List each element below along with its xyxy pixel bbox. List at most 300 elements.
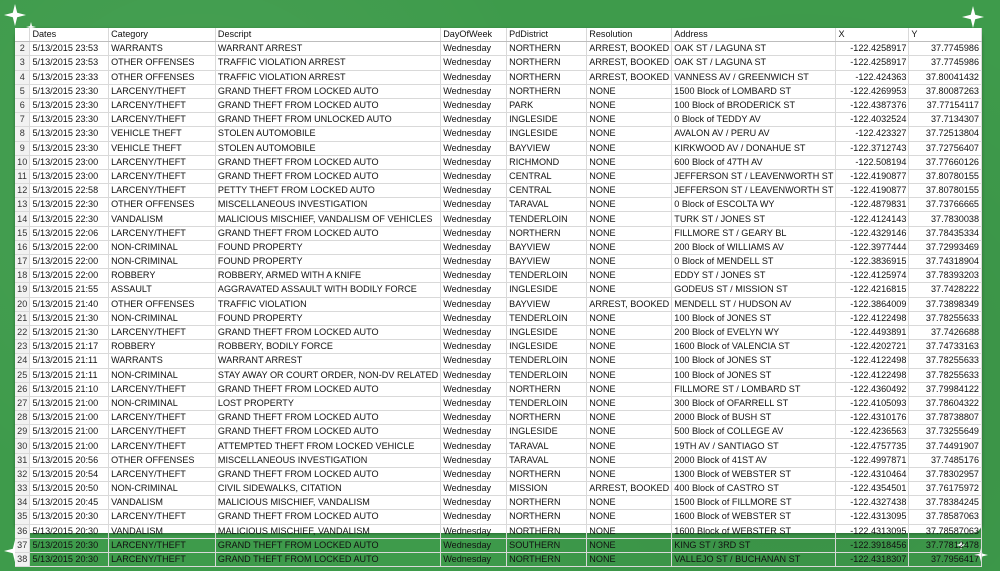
cell-dates[interactable]: 5/13/2015 23:53 xyxy=(30,56,109,70)
cell-descript[interactable]: STOLEN AUTOMOBILE xyxy=(215,141,440,155)
row-number[interactable]: 38 xyxy=(15,552,30,566)
cell-dayofweek[interactable]: Wednesday xyxy=(441,212,507,226)
row-number[interactable]: 9 xyxy=(15,141,30,155)
cell-y[interactable]: 37.7745986 xyxy=(909,42,982,56)
row-number[interactable]: 29 xyxy=(15,425,30,439)
cell-descript[interactable]: GRAND THEFT FROM LOCKED AUTO xyxy=(215,169,440,183)
cell-resolution[interactable]: NONE xyxy=(587,226,672,240)
cell-pddistrict[interactable]: NORTHERN xyxy=(507,411,587,425)
cell-dates[interactable]: 5/13/2015 20:45 xyxy=(30,496,109,510)
cell-x[interactable]: -122.4190877 xyxy=(836,184,909,198)
cell-y[interactable]: 37.78255633 xyxy=(909,354,982,368)
cell-resolution[interactable]: NONE xyxy=(587,325,672,339)
cell-x[interactable]: -122.4216815 xyxy=(836,283,909,297)
cell-dayofweek[interactable]: Wednesday xyxy=(441,70,507,84)
cell-resolution[interactable]: NONE xyxy=(587,141,672,155)
cell-dayofweek[interactable]: Wednesday xyxy=(441,226,507,240)
cell-resolution[interactable]: NONE xyxy=(587,396,672,410)
cell-x[interactable]: -122.4310464 xyxy=(836,467,909,481)
cell-x[interactable]: -122.4269953 xyxy=(836,84,909,98)
cell-category[interactable]: NON-CRIMINAL xyxy=(109,396,216,410)
cell-x[interactable]: -122.4190877 xyxy=(836,169,909,183)
row-number[interactable]: 27 xyxy=(15,396,30,410)
cell-address[interactable]: 0 Block of TEDDY AV xyxy=(672,113,836,127)
cell-y[interactable]: 37.73255649 xyxy=(909,425,982,439)
cell-y[interactable]: 37.78393203 xyxy=(909,269,982,283)
cell-resolution[interactable]: ARREST, BOOKED xyxy=(587,70,672,84)
cell-resolution[interactable]: NONE xyxy=(587,169,672,183)
cell-address[interactable]: TURK ST / JONES ST xyxy=(672,212,836,226)
cell-x[interactable]: -122.4258917 xyxy=(836,56,909,70)
cell-address[interactable]: 2000 Block of 41ST AV xyxy=(672,453,836,467)
cell-y[interactable]: 37.7830038 xyxy=(909,212,982,226)
cell-dayofweek[interactable]: Wednesday xyxy=(441,113,507,127)
cell-dayofweek[interactable]: Wednesday xyxy=(441,42,507,56)
cell-resolution[interactable]: NONE xyxy=(587,98,672,112)
cell-y[interactable]: 37.78738807 xyxy=(909,411,982,425)
cell-dayofweek[interactable]: Wednesday xyxy=(441,240,507,254)
cell-x[interactable]: -122.4122498 xyxy=(836,311,909,325)
cell-x[interactable]: -122.3977444 xyxy=(836,240,909,254)
cell-y[interactable]: 37.79984122 xyxy=(909,382,982,396)
cell-descript[interactable]: MISCELLANEOUS INVESTIGATION xyxy=(215,453,440,467)
cell-descript[interactable]: AGGRAVATED ASSAULT WITH BODILY FORCE xyxy=(215,283,440,297)
cell-x[interactable]: -122.3836915 xyxy=(836,255,909,269)
cell-y[interactable]: 37.78587063 xyxy=(909,524,982,538)
cell-dayofweek[interactable]: Wednesday xyxy=(441,127,507,141)
cell-category[interactable]: NON-CRIMINAL xyxy=(109,311,216,325)
cell-dayofweek[interactable]: Wednesday xyxy=(441,169,507,183)
row-number[interactable]: 11 xyxy=(15,169,30,183)
cell-pddistrict[interactable]: NORTHERN xyxy=(507,70,587,84)
row-number[interactable]: 17 xyxy=(15,255,30,269)
cell-pddistrict[interactable]: BAYVIEW xyxy=(507,240,587,254)
cell-dates[interactable]: 5/13/2015 22:06 xyxy=(30,226,109,240)
row-number[interactable]: 16 xyxy=(15,240,30,254)
cell-pddistrict[interactable]: RICHMOND xyxy=(507,155,587,169)
cell-dates[interactable]: 5/13/2015 23:30 xyxy=(30,141,109,155)
cell-resolution[interactable]: NONE xyxy=(587,127,672,141)
cell-category[interactable]: LARCENY/THEFT xyxy=(109,226,216,240)
cell-resolution[interactable]: NONE xyxy=(587,113,672,127)
cell-x[interactable]: -122.423327 xyxy=(836,127,909,141)
cell-address[interactable]: 100 Block of JONES ST xyxy=(672,311,836,325)
cell-resolution[interactable]: NONE xyxy=(587,467,672,481)
cell-x[interactable]: -122.4757735 xyxy=(836,439,909,453)
cell-resolution[interactable]: NONE xyxy=(587,283,672,297)
cell-address[interactable]: FILLMORE ST / LOMBARD ST xyxy=(672,382,836,396)
row-number[interactable]: 36 xyxy=(15,524,30,538)
cell-address[interactable]: 0 Block of ESCOLTA WY xyxy=(672,198,836,212)
cell-dayofweek[interactable]: Wednesday xyxy=(441,354,507,368)
cell-y[interactable]: 37.7134307 xyxy=(909,113,982,127)
cell-address[interactable]: KING ST / 3RD ST xyxy=(672,538,836,552)
cell-descript[interactable]: CIVIL SIDEWALKS, CITATION xyxy=(215,482,440,496)
cell-address[interactable]: MENDELL ST / HUDSON AV xyxy=(672,297,836,311)
cell-x[interactable]: -122.508194 xyxy=(836,155,909,169)
cell-dates[interactable]: 5/13/2015 22:00 xyxy=(30,255,109,269)
cell-x[interactable]: -122.3864009 xyxy=(836,297,909,311)
cell-pddistrict[interactable]: NORTHERN xyxy=(507,524,587,538)
cell-descript[interactable]: GRAND THEFT FROM LOCKED AUTO xyxy=(215,155,440,169)
cell-pddistrict[interactable]: INGLESIDE xyxy=(507,283,587,297)
cell-category[interactable]: ROBBERY xyxy=(109,340,216,354)
cell-dayofweek[interactable]: Wednesday xyxy=(441,269,507,283)
cell-y[interactable]: 37.80780155 xyxy=(909,184,982,198)
cell-dayofweek[interactable]: Wednesday xyxy=(441,524,507,538)
cell-category[interactable]: OTHER OFFENSES xyxy=(109,297,216,311)
cell-pddistrict[interactable]: NORTHERN xyxy=(507,552,587,566)
cell-pddistrict[interactable]: BAYVIEW xyxy=(507,255,587,269)
cell-category[interactable]: LARCENY/THEFT xyxy=(109,113,216,127)
cell-pddistrict[interactable]: PARK xyxy=(507,98,587,112)
cell-category[interactable]: ROBBERY xyxy=(109,269,216,283)
cell-category[interactable]: OTHER OFFENSES xyxy=(109,56,216,70)
cell-descript[interactable]: GRAND THEFT FROM LOCKED AUTO xyxy=(215,226,440,240)
cell-y[interactable]: 37.7426688 xyxy=(909,325,982,339)
cell-dates[interactable]: 5/13/2015 21:30 xyxy=(30,311,109,325)
column-header-resolution[interactable]: Resolution xyxy=(587,28,672,42)
cell-category[interactable]: OTHER OFFENSES xyxy=(109,70,216,84)
cell-category[interactable]: VANDALISM xyxy=(109,524,216,538)
cell-descript[interactable]: PETTY THEFT FROM LOCKED AUTO xyxy=(215,184,440,198)
cell-y[interactable]: 37.74733163 xyxy=(909,340,982,354)
cell-category[interactable]: LARCENY/THEFT xyxy=(109,510,216,524)
cell-x[interactable]: -122.4105093 xyxy=(836,396,909,410)
cell-y[interactable]: 37.80087263 xyxy=(909,84,982,98)
cell-descript[interactable]: GRAND THEFT FROM LOCKED AUTO xyxy=(215,325,440,339)
cell-category[interactable]: OTHER OFFENSES xyxy=(109,453,216,467)
cell-y[interactable]: 37.74491907 xyxy=(909,439,982,453)
cell-x[interactable]: -122.4318307 xyxy=(836,552,909,566)
cell-category[interactable]: LARCENY/THEFT xyxy=(109,184,216,198)
cell-resolution[interactable]: NONE xyxy=(587,453,672,467)
cell-category[interactable]: LARCENY/THEFT xyxy=(109,382,216,396)
row-number-header[interactable] xyxy=(15,28,30,42)
cell-descript[interactable]: ATTEMPTED THEFT FROM LOCKED VEHICLE xyxy=(215,439,440,453)
cell-address[interactable]: 200 Block of WILLIAMS AV xyxy=(672,240,836,254)
cell-descript[interactable]: ROBBERY, ARMED WITH A KNIFE xyxy=(215,269,440,283)
cell-y[interactable]: 37.73898349 xyxy=(909,297,982,311)
cell-y[interactable]: 37.74318904 xyxy=(909,255,982,269)
cell-y[interactable]: 37.78302957 xyxy=(909,467,982,481)
cell-category[interactable]: VEHICLE THEFT xyxy=(109,127,216,141)
cell-dates[interactable]: 5/13/2015 22:00 xyxy=(30,240,109,254)
cell-resolution[interactable]: NONE xyxy=(587,340,672,354)
cell-descript[interactable]: STAY AWAY OR COURT ORDER, NON-DV RELATED xyxy=(215,368,440,382)
column-header-dayofweek[interactable]: DayOfWeek xyxy=(441,28,507,42)
cell-x[interactable]: -122.4124143 xyxy=(836,212,909,226)
cell-address[interactable]: 1500 Block of LOMBARD ST xyxy=(672,84,836,98)
cell-x[interactable]: -122.4493891 xyxy=(836,325,909,339)
cell-dayofweek[interactable]: Wednesday xyxy=(441,538,507,552)
cell-resolution[interactable]: NONE xyxy=(587,425,672,439)
cell-descript[interactable]: WARRANT ARREST xyxy=(215,42,440,56)
cell-descript[interactable]: TRAFFIC VIOLATION ARREST xyxy=(215,70,440,84)
cell-dates[interactable]: 5/13/2015 23:30 xyxy=(30,127,109,141)
row-number[interactable]: 26 xyxy=(15,382,30,396)
cell-dayofweek[interactable]: Wednesday xyxy=(441,368,507,382)
cell-y[interactable]: 37.80780155 xyxy=(909,169,982,183)
cell-resolution[interactable]: NONE xyxy=(587,255,672,269)
row-number[interactable]: 13 xyxy=(15,198,30,212)
cell-descript[interactable]: MISCELLANEOUS INVESTIGATION xyxy=(215,198,440,212)
cell-address[interactable]: AVALON AV / PERU AV xyxy=(672,127,836,141)
cell-y[interactable]: 37.73766665 xyxy=(909,198,982,212)
cell-resolution[interactable]: NONE xyxy=(587,510,672,524)
cell-pddistrict[interactable]: CENTRAL xyxy=(507,184,587,198)
cell-x[interactable]: -122.4122498 xyxy=(836,368,909,382)
row-number[interactable]: 23 xyxy=(15,340,30,354)
cell-category[interactable]: NON-CRIMINAL xyxy=(109,368,216,382)
cell-dates[interactable]: 5/13/2015 21:00 xyxy=(30,411,109,425)
cell-dayofweek[interactable]: Wednesday xyxy=(441,482,507,496)
cell-y[interactable]: 37.76175972 xyxy=(909,482,982,496)
cell-dates[interactable]: 5/13/2015 21:11 xyxy=(30,368,109,382)
cell-address[interactable]: 1500 Block of FILLMORE ST xyxy=(672,496,836,510)
cell-address[interactable]: VALLEJO ST / BUCHANAN ST xyxy=(672,552,836,566)
cell-dates[interactable]: 5/13/2015 20:50 xyxy=(30,482,109,496)
row-number[interactable]: 32 xyxy=(15,467,30,481)
cell-dates[interactable]: 5/13/2015 21:10 xyxy=(30,382,109,396)
cell-category[interactable]: LARCENY/THEFT xyxy=(109,467,216,481)
row-number[interactable]: 24 xyxy=(15,354,30,368)
cell-descript[interactable]: WARRANT ARREST xyxy=(215,354,440,368)
cell-x[interactable]: -122.4879831 xyxy=(836,198,909,212)
cell-category[interactable]: WARRANTS xyxy=(109,42,216,56)
cell-address[interactable]: 2000 Block of BUSH ST xyxy=(672,411,836,425)
cell-pddistrict[interactable]: BAYVIEW xyxy=(507,141,587,155)
cell-resolution[interactable]: ARREST, BOOKED xyxy=(587,56,672,70)
cell-category[interactable]: LARCENY/THEFT xyxy=(109,411,216,425)
cell-pddistrict[interactable]: NORTHERN xyxy=(507,467,587,481)
cell-y[interactable]: 37.78384245 xyxy=(909,496,982,510)
cell-category[interactable]: NON-CRIMINAL xyxy=(109,482,216,496)
row-number[interactable]: 37 xyxy=(15,538,30,552)
cell-pddistrict[interactable]: CENTRAL xyxy=(507,169,587,183)
cell-address[interactable]: 100 Block of JONES ST xyxy=(672,354,836,368)
cell-descript[interactable]: GRAND THEFT FROM LOCKED AUTO xyxy=(215,467,440,481)
cell-dayofweek[interactable]: Wednesday xyxy=(441,98,507,112)
cell-y[interactable]: 37.80041432 xyxy=(909,70,982,84)
cell-pddistrict[interactable]: INGLESIDE xyxy=(507,425,587,439)
cell-dayofweek[interactable]: Wednesday xyxy=(441,453,507,467)
cell-descript[interactable]: GRAND THEFT FROM LOCKED AUTO xyxy=(215,411,440,425)
cell-dates[interactable]: 5/13/2015 20:30 xyxy=(30,552,109,566)
cell-pddistrict[interactable]: NORTHERN xyxy=(507,84,587,98)
column-header-pddistrict[interactable]: PdDistrict xyxy=(507,28,587,42)
cell-dates[interactable]: 5/13/2015 20:30 xyxy=(30,524,109,538)
row-number[interactable]: 6 xyxy=(15,98,30,112)
cell-x[interactable]: -122.424363 xyxy=(836,70,909,84)
cell-resolution[interactable]: NONE xyxy=(587,184,672,198)
cell-y[interactable]: 37.72993469 xyxy=(909,240,982,254)
cell-y[interactable]: 37.78255633 xyxy=(909,311,982,325)
cell-address[interactable]: OAK ST / LAGUNA ST xyxy=(672,42,836,56)
cell-descript[interactable]: MALICIOUS MISCHIEF, VANDALISM xyxy=(215,524,440,538)
cell-x[interactable]: -122.4202721 xyxy=(836,340,909,354)
cell-dates[interactable]: 5/13/2015 21:00 xyxy=(30,439,109,453)
cell-descript[interactable]: MALICIOUS MISCHIEF, VANDALISM OF VEHICLES xyxy=(215,212,440,226)
cell-category[interactable]: LARCENY/THEFT xyxy=(109,425,216,439)
cell-y[interactable]: 37.72513804 xyxy=(909,127,982,141)
cell-pddistrict[interactable]: SOUTHERN xyxy=(507,538,587,552)
cell-y[interactable]: 37.7485176 xyxy=(909,453,982,467)
cell-dates[interactable]: 5/13/2015 21:40 xyxy=(30,297,109,311)
cell-pddistrict[interactable]: NORTHERN xyxy=(507,42,587,56)
row-number[interactable]: 18 xyxy=(15,269,30,283)
cell-y[interactable]: 37.77812478 xyxy=(909,538,982,552)
cell-dates[interactable]: 5/13/2015 23:30 xyxy=(30,98,109,112)
row-number[interactable]: 28 xyxy=(15,411,30,425)
cell-category[interactable]: LARCENY/THEFT xyxy=(109,325,216,339)
cell-dayofweek[interactable]: Wednesday xyxy=(441,510,507,524)
cell-resolution[interactable]: NONE xyxy=(587,538,672,552)
cell-x[interactable]: -122.3918456 xyxy=(836,538,909,552)
cell-dayofweek[interactable]: Wednesday xyxy=(441,382,507,396)
row-number[interactable]: 14 xyxy=(15,212,30,226)
row-number[interactable]: 22 xyxy=(15,325,30,339)
cell-x[interactable]: -122.4236563 xyxy=(836,425,909,439)
row-number[interactable]: 12 xyxy=(15,184,30,198)
cell-dayofweek[interactable]: Wednesday xyxy=(441,155,507,169)
cell-dates[interactable]: 5/13/2015 20:30 xyxy=(30,538,109,552)
cell-address[interactable]: 200 Block of EVELYN WY xyxy=(672,325,836,339)
cell-address[interactable]: 400 Block of CASTRO ST xyxy=(672,482,836,496)
cell-pddistrict[interactable]: NORTHERN xyxy=(507,226,587,240)
cell-descript[interactable]: GRAND THEFT FROM LOCKED AUTO xyxy=(215,84,440,98)
cell-dates[interactable]: 5/13/2015 23:53 xyxy=(30,42,109,56)
cell-resolution[interactable]: NONE xyxy=(587,240,672,254)
cell-x[interactable]: -122.4313095 xyxy=(836,510,909,524)
cell-descript[interactable]: FOUND PROPERTY xyxy=(215,311,440,325)
cell-descript[interactable]: TRAFFIC VIOLATION xyxy=(215,297,440,311)
row-number[interactable]: 31 xyxy=(15,453,30,467)
cell-resolution[interactable]: NONE xyxy=(587,411,672,425)
cell-descript[interactable]: GRAND THEFT FROM LOCKED AUTO xyxy=(215,552,440,566)
cell-pddistrict[interactable]: TENDERLOIN xyxy=(507,368,587,382)
cell-pddistrict[interactable]: TENDERLOIN xyxy=(507,269,587,283)
cell-resolution[interactable]: ARREST, BOOKED xyxy=(587,482,672,496)
cell-pddistrict[interactable]: TENDERLOIN xyxy=(507,212,587,226)
cell-dayofweek[interactable]: Wednesday xyxy=(441,552,507,566)
cell-address[interactable]: JEFFERSON ST / LEAVENWORTH ST xyxy=(672,169,836,183)
cell-descript[interactable]: FOUND PROPERTY xyxy=(215,240,440,254)
column-header-address[interactable]: Address xyxy=(672,28,836,42)
cell-category[interactable]: LARCENY/THEFT xyxy=(109,169,216,183)
cell-dates[interactable]: 5/13/2015 23:30 xyxy=(30,113,109,127)
cell-pddistrict[interactable]: INGLESIDE xyxy=(507,113,587,127)
cell-pddistrict[interactable]: INGLESIDE xyxy=(507,340,587,354)
cell-x[interactable]: -122.4327438 xyxy=(836,496,909,510)
row-number[interactable]: 19 xyxy=(15,283,30,297)
cell-address[interactable]: GODEUS ST / MISSION ST xyxy=(672,283,836,297)
row-number[interactable]: 4 xyxy=(15,70,30,84)
cell-category[interactable]: WARRANTS xyxy=(109,354,216,368)
cell-dates[interactable]: 5/13/2015 21:30 xyxy=(30,325,109,339)
column-header-x[interactable]: X xyxy=(836,28,909,42)
cell-dates[interactable]: 5/13/2015 22:30 xyxy=(30,198,109,212)
cell-x[interactable]: -122.4329146 xyxy=(836,226,909,240)
cell-pddistrict[interactable]: TARAVAL xyxy=(507,439,587,453)
cell-address[interactable]: VANNESS AV / GREENWICH ST xyxy=(672,70,836,84)
cell-address[interactable]: JEFFERSON ST / LEAVENWORTH ST xyxy=(672,184,836,198)
cell-descript[interactable]: GRAND THEFT FROM UNLOCKED AUTO xyxy=(215,113,440,127)
cell-resolution[interactable]: NONE xyxy=(587,439,672,453)
cell-category[interactable]: LARCENY/THEFT xyxy=(109,538,216,552)
cell-pddistrict[interactable]: TENDERLOIN xyxy=(507,354,587,368)
column-header-dates[interactable]: Dates xyxy=(30,28,109,42)
row-number[interactable]: 15 xyxy=(15,226,30,240)
cell-dayofweek[interactable]: Wednesday xyxy=(441,56,507,70)
row-number[interactable]: 10 xyxy=(15,155,30,169)
cell-dayofweek[interactable]: Wednesday xyxy=(441,141,507,155)
cell-category[interactable]: NON-CRIMINAL xyxy=(109,255,216,269)
cell-dates[interactable]: 5/13/2015 21:00 xyxy=(30,396,109,410)
cell-descript[interactable]: ROBBERY, BODILY FORCE xyxy=(215,340,440,354)
cell-dates[interactable]: 5/13/2015 22:58 xyxy=(30,184,109,198)
cell-y[interactable]: 37.78435334 xyxy=(909,226,982,240)
cell-x[interactable]: -122.4313095 xyxy=(836,524,909,538)
cell-resolution[interactable]: NONE xyxy=(587,354,672,368)
cell-y[interactable]: 37.72756407 xyxy=(909,141,982,155)
cell-descript[interactable]: GRAND THEFT FROM LOCKED AUTO xyxy=(215,538,440,552)
cell-x[interactable]: -122.4354501 xyxy=(836,482,909,496)
cell-dayofweek[interactable]: Wednesday xyxy=(441,425,507,439)
cell-dates[interactable]: 5/13/2015 20:54 xyxy=(30,467,109,481)
cell-pddistrict[interactable]: NORTHERN xyxy=(507,496,587,510)
cell-descript[interactable]: GRAND THEFT FROM LOCKED AUTO xyxy=(215,382,440,396)
cell-x[interactable]: -122.4125974 xyxy=(836,269,909,283)
cell-y[interactable]: 37.77660126 xyxy=(909,155,982,169)
cell-dates[interactable]: 5/13/2015 20:56 xyxy=(30,453,109,467)
cell-dayofweek[interactable]: Wednesday xyxy=(441,255,507,269)
cell-dayofweek[interactable]: Wednesday xyxy=(441,340,507,354)
cell-descript[interactable]: STOLEN AUTOMOBILE xyxy=(215,127,440,141)
cell-category[interactable]: LARCENY/THEFT xyxy=(109,98,216,112)
cell-y[interactable]: 37.7428222 xyxy=(909,283,982,297)
cell-dayofweek[interactable]: Wednesday xyxy=(441,184,507,198)
cell-category[interactable]: ASSAULT xyxy=(109,283,216,297)
cell-address[interactable]: 600 Block of 47TH AV xyxy=(672,155,836,169)
cell-dayofweek[interactable]: Wednesday xyxy=(441,283,507,297)
cell-resolution[interactable]: NONE xyxy=(587,496,672,510)
row-number[interactable]: 25 xyxy=(15,368,30,382)
cell-resolution[interactable]: ARREST, BOOKED xyxy=(587,42,672,56)
cell-dates[interactable]: 5/13/2015 23:33 xyxy=(30,70,109,84)
cell-resolution[interactable]: NONE xyxy=(587,84,672,98)
cell-category[interactable]: OTHER OFFENSES xyxy=(109,198,216,212)
cell-category[interactable]: NON-CRIMINAL xyxy=(109,240,216,254)
cell-dayofweek[interactable]: Wednesday xyxy=(441,439,507,453)
row-number[interactable]: 7 xyxy=(15,113,30,127)
row-number[interactable]: 2 xyxy=(15,42,30,56)
cell-pddistrict[interactable]: INGLESIDE xyxy=(507,325,587,339)
cell-dates[interactable]: 5/13/2015 22:00 xyxy=(30,269,109,283)
cell-category[interactable]: VANDALISM xyxy=(109,212,216,226)
cell-address[interactable]: EDDY ST / JONES ST xyxy=(672,269,836,283)
cell-address[interactable]: 100 Block of JONES ST xyxy=(672,368,836,382)
cell-resolution[interactable]: NONE xyxy=(587,524,672,538)
cell-x[interactable]: -122.4032524 xyxy=(836,113,909,127)
cell-dates[interactable]: 5/13/2015 23:00 xyxy=(30,169,109,183)
cell-y[interactable]: 37.7956417 xyxy=(909,552,982,566)
cell-dates[interactable]: 5/13/2015 21:11 xyxy=(30,354,109,368)
cell-dayofweek[interactable]: Wednesday xyxy=(441,325,507,339)
row-number[interactable]: 3 xyxy=(15,56,30,70)
cell-address[interactable]: 100 Block of BRODERICK ST xyxy=(672,98,836,112)
cell-address[interactable]: 1600 Block of WEBSTER ST xyxy=(672,510,836,524)
